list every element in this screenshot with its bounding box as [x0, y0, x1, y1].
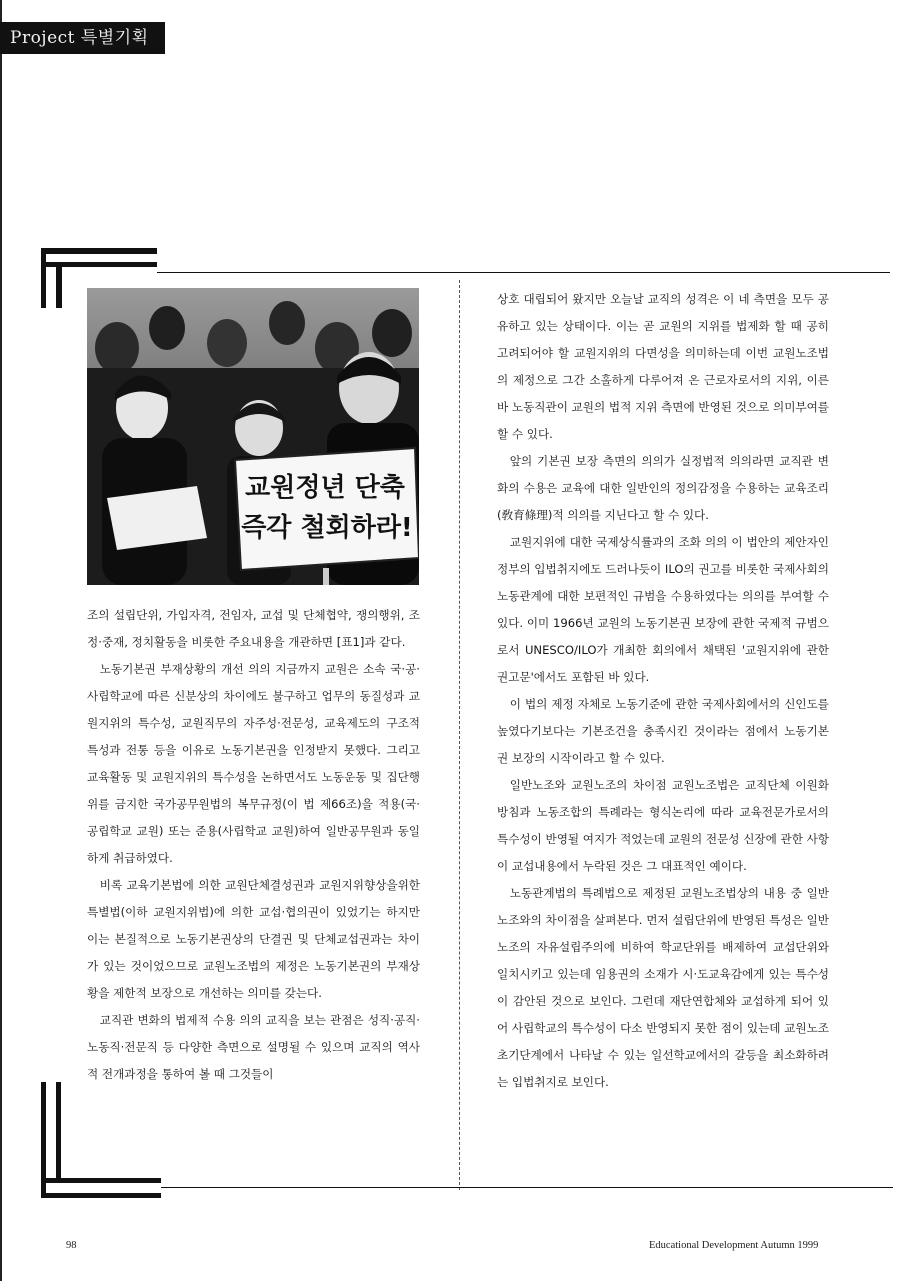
page-number: 98 — [66, 1240, 77, 1251]
right-paragraph: 일반노조와 교원노조의 차이점 교원노조법은 교직단체 이원화 방침과 노동조합의 특례라는 형식논리에 따라 교육전문가로서의 특수성이 반영될 여지가 적었는데 교원의 전문성 신장에 관한 사항이 교섭내용에서 누락된 것은 그 대표적인 예이다. — [497, 778, 829, 873]
journal-footer: Educational Development Autumn 1999 — [649, 1240, 819, 1251]
bottom-rule — [161, 1187, 893, 1188]
decor-bar-vertical-bottom-inner — [56, 1082, 61, 1182]
right-paragraph: 이 법의 제정 자체로 노동기준에 관한 국제사회에서의 신인도를 높였다기보다는 기본조건을 충족시킨 것이라는 점에서 노동기본권 보장의 시작이라고 할 수 있다. — [497, 697, 829, 765]
page-edge — [0, 0, 2, 1281]
left-paragraph: 비록 교육기본법에 의한 교원단체결성권과 교원지위향상을위한특별법(이하 교원지위법)에 의한 교섭·협의권이 있었기는 하지만 이는 본질적으로 노동기본권상의 단결권 및 단체교섭권과는 차이가 있는 것이었으므로 교원노조법의 제정은 노동기본권의 부재상황을 제한적 보장으로 개선하는 의미를 갖는다. — [87, 878, 420, 1000]
decor-bar-vertical-outer — [41, 248, 46, 308]
left-paragraph: 조의 설립단위, 가입자격, 전임자, 교섭 및 단체협약, 쟁의행위, 조정·중재, 정치활동을 비롯한 주요내용을 개관하면 [표1]과 같다. — [87, 608, 420, 649]
left-paragraph: 노동기본권 부재상황의 개선 의의 지금까지 교원은 소속 국·공·사립학교에 따른 신분상의 차이에도 불구하고 업무의 동질성과 교원지위의 특수성, 교원직무의 자주성·전문성, 교육제도의 구조적 특성과 전통 등을 이유로 노동기본권을 인정받지 못했다. 그리고 교육활동 및 교원지위의 특수성을 논하면서도 노동운동 및 집단행위를 금지한 국가공무원법의 복무규정(이 법 제66조)을 적용(국·공립학교 교원) 또는 준용(사립학교 교원)하여 일반공무원과 동일하게 취급하였다. — [87, 662, 420, 865]
left-column — [87, 602, 420, 1088]
top-rule — [157, 272, 890, 273]
decor-bar-horizontal-bottom-upper — [41, 1178, 161, 1183]
right-paragraph: 교원지위에 대한 국제상식률과의 조화 의의 이 법안의 제안자인 정부의 입법취지에도 드러나듯이 ILO의 권고를 비롯한 국제사회의 노동관계에 대한 보편적인 규범을 수용하였다는 의의를 부여할 수 있다. 이미 1966년 교원의 노동기본권 보장에 관한 국제적 규범으로서 UNESCO/ILO가 개최한 회의에서 채택된 '교원지위에 관한 권고문'에서도 포함된 바 있다. — [497, 535, 829, 684]
column-divider — [459, 280, 460, 1190]
protest-photo — [87, 288, 419, 585]
decor-bar-horizontal-top — [41, 248, 157, 254]
sign-text-line1: 교원정년 단축 — [245, 473, 405, 503]
sign-text-line2: 즉각 철회하라! — [241, 513, 413, 543]
decor-bar-vertical-inner — [56, 262, 62, 308]
right-paragraph: 상호 대립되어 왔지만 오늘날 교직의 성격은 이 네 측면을 모두 공유하고 있는 상태이다. 이는 곧 교원의 지위를 법제화 할 때 공히 고려되어야 할 교원지위의 다면성을 의미하는데 이번 교원노조법의 제정으로 그간 소홀하게 다루어져 온 근로자로서의 지위, 이른바 노동직관이 교원의 법적 지위 측면에 반영된 것으로 의미부여를 할 수 있다. — [497, 292, 829, 441]
right-paragraph: 노동관계법의 특례법으로 제정된 교원노조법상의 내용 중 일반노조와의 차이점을 살펴본다. 먼저 설립단위에 반영된 특성은 일반노조의 자유설립주의에 비하여 학교단위를 배제하여 교섭단위와 일치시키고 있는데 임용권의 소재가 시·도교육감에게 있는 특수성이 감안된 것으로 보인다. 그런데 재단연합체와 교섭하게 되어 있어 사립학교의 특수성이 다소 반영되지 못한 점이 있는데 교원노조 초기단계에서 나타날 수 있는 일선학교에서의 갈등을 최소화하려는 입법취지로 보인다. — [497, 886, 829, 1089]
right-column — [497, 286, 829, 1096]
protest-photo-illustration — [87, 288, 419, 585]
left-paragraph: 교직관 변화의 법제적 수용 의의 교직을 보는 관점은 성직·공직·노동직·전문직 등 다양한 측면으로 설명될 수 있으며 교직의 역사적 전개과정을 통하여 볼 때 그것들이 — [87, 1013, 420, 1081]
decor-bar-horizontal-bottom-lower — [41, 1193, 161, 1198]
section-header-tab: Project 특별기획 — [0, 22, 165, 54]
right-paragraph: 앞의 기본권 보장 측면의 의의가 실정법적 의의라면 교직관 변화의 수용은 교육에 대한 일반인의 정의감정을 수용하는 교육조리(敎育條理)적 의의를 지닌다고 할 수 있다. — [497, 454, 829, 522]
